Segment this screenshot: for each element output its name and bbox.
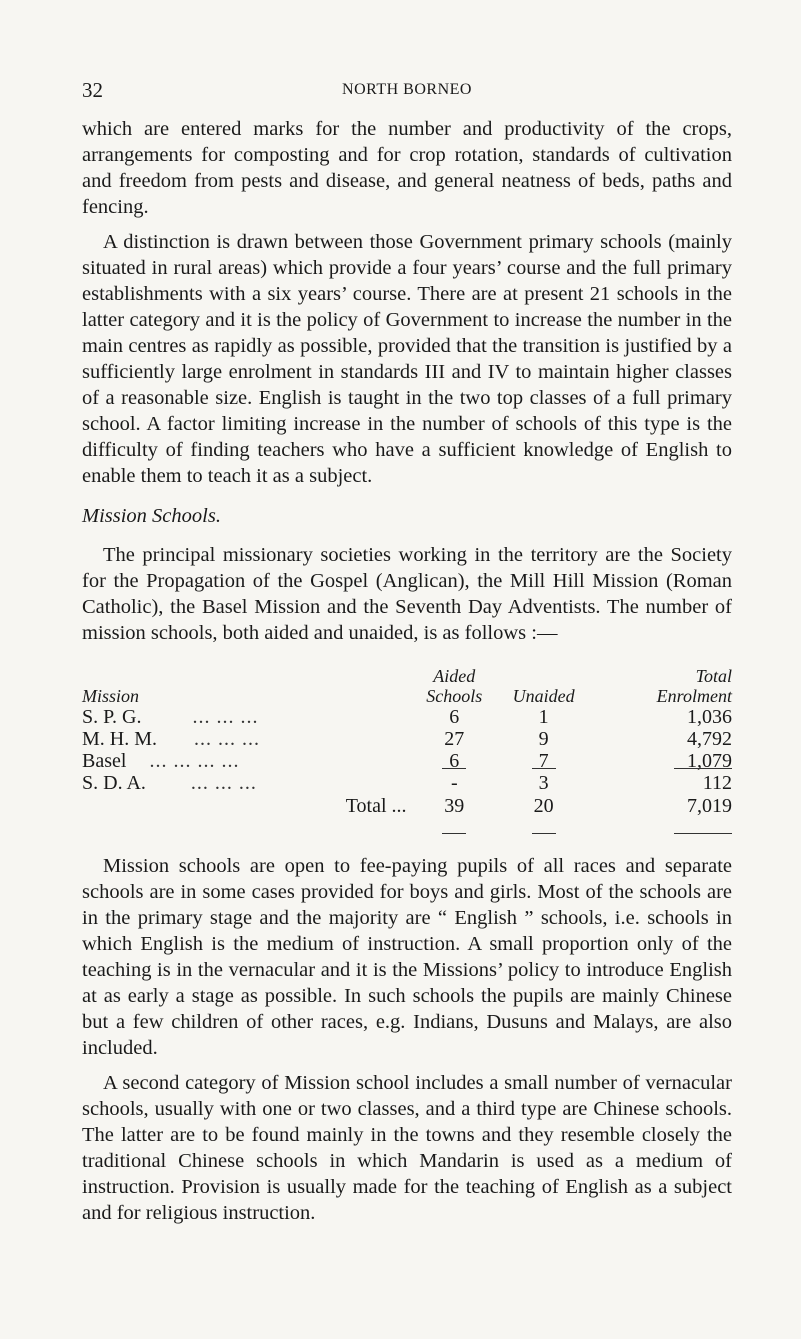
paragraph-primary-schools: A distinction is drawn between those Government primary schools (mainly situated in rural areas) which provide a four years’ course and the full primary establishments with a six years’ course. There are at present 21 schools in the latter category and it is the policy of Government to increase the number in the main centres as rapidly as possible, provided that the transition is justified by a sufficiently large enrolment in standards III and IV to maintain higher classes of a reasonable size. English is taught in the two top classes of a full primary school. A factor limiting increase in the number of schools of this type is the difficulty of finding teachers who have a sufficient knowledge of English to enable them to teach it as a subject. [82,231,732,487]
total-unaided: 20 [533,795,554,817]
table-row [82,728,732,750]
sum-rule-aided [442,768,466,769]
header-total-line1: Total [695,666,732,686]
header-total-enrolment [593,666,732,706]
table-total-row [82,794,732,817]
paragraph-crop-marks: which are entered marks for the number and productivity of the crops, arrangements for composting and for crop rotation, standards of cultivation and freedom from pests and disease, and general neatness of beds, paths and fencing. [82,118,732,218]
paragraph-vernacular-chinese-schools: A second category of Mission school includes a small number of vernacular schools, usually with one or two classes, and a third type are Chinese schools. The latter are to be found mainly in the towns and they resemble closely the traditional Chinese schools in which Mandarin is used as a medium of instruction. Provision is usually made for the teaching of English as a subject and for religious instruction. [82,1072,732,1224]
table-row [82,750,732,772]
row-enrolment: 112 [702,772,732,794]
row-unaided: 3 [538,772,549,794]
page-header [82,78,732,108]
table-header-row [82,666,732,706]
row-enrolment: 4,792 [687,728,732,750]
document-page [82,78,732,1226]
table-row [82,706,732,728]
row-mission: M. H. M. [82,728,158,750]
leader-dots: ... ... ... [192,706,259,728]
table-row [82,772,732,794]
header-mission: Mission [82,686,140,706]
row-mission: Basel [82,750,127,772]
leader-dots: ... ... ... [190,772,257,794]
row-aided: 6 [449,706,460,728]
sum-rule-enrolment [674,768,732,769]
total-enrolment: 7,019 [687,795,732,817]
paragraph-missionary-societies: The principal missionary societies working in the territory are the Society for the Propagation of the Gospel (Anglican), the Mill Hill Mission (Roman Catholic), the Basel Mission and the Seventh Day Adventists. The number of mission schools, both aided and unaided, is as follows :— [82,544,732,644]
row-aided: 27 [444,728,465,750]
header-aided-schools [415,666,495,706]
header-unaided: Unaided [512,686,575,706]
paragraph-mission-school-pupils: Mission schools are open to fee-paying pupils of all races and separate schools are in some cases provided for boys and girls. Most of the schools are in the primary stage and the majority are “ English ” schools, i.e. schools in which English is the medium of instruction. A small proportion only of the teaching is in the vernacular and it is the Missions’ policy to introduce English at as early a stage as possible. In such schools the pupils are mainly Chinese but a few children of other races, e.g. Indians, Dusuns and Malays, are also included. [82,855,732,1059]
row-aided: - [450,772,458,794]
closing-rule-aided [442,833,466,834]
closing-rule-enrolment [674,833,732,834]
running-title: NORTH BORNEO [342,81,472,98]
row-enrolment: 1,036 [687,706,732,728]
closing-rule-unaided [532,833,556,834]
sum-rule-unaided [532,768,556,769]
leader-dots: ... ... ... ... [149,750,240,772]
header-total-line2: Enrolment [656,686,732,706]
leader-dots: ... ... ... [194,728,261,750]
table-closing-rule-row [82,817,732,839]
page-number: 32 [82,78,103,102]
row-aided: 6 [449,750,460,772]
total-label: Total ... [345,795,407,817]
row-enrolment: 1,079 [687,750,732,772]
row-mission: S. D. A. [82,772,146,794]
header-aided-line1: Aided [433,666,476,686]
section-heading-mission-schools: Mission Schools. [82,505,221,527]
row-unaided: 7 [538,750,549,772]
row-unaided: 9 [538,728,549,750]
row-unaided: 1 [538,706,549,728]
row-mission: S. P. G. [82,706,142,728]
header-aided-line2: Schools [426,686,483,706]
mission-schools-table [82,666,732,839]
total-aided: 39 [444,795,465,817]
